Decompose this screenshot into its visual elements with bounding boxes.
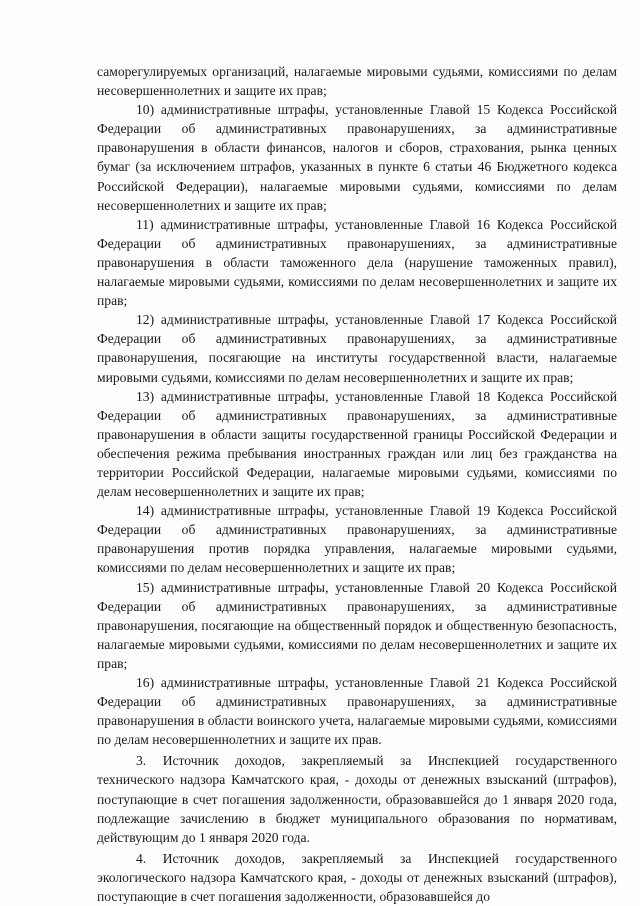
paragraph-section-3: 3. Источник доходов, закрепляемый за Инспекцией государственного технического надзора Камчатского края, - доходы от денежных взысканий (штрафов), поступающие в счет погашения задолженности, образовавшейся до 1 января 2020 года, подлежащие зачислению в бюджет муниципального образования по нормативам, действующим до 1 января 2020 года. — [97, 753, 617, 845]
paragraph-item-16: 16) административные штрафы, установленные Главой 21 Кодекса Российской Федерации об административных правонарушениях, за административные правонарушения в области воинского учета, налагаемые мировыми судьями, комиссиями по делам несовершеннолетних и защите их прав. — [97, 675, 617, 748]
paragraph-item-11: 11) административные штрафы, установленные Главой 16 Кодекса Российской Федерации об административных правонарушениях, за административные правонарушения в области таможенного дела (нарушение таможенных правил), налагаемые мировыми судьями, комиссиями по делам несовершеннолетних и защите их прав; — [97, 216, 617, 309]
paragraph-item-10: 10) административные штрафы, установленные Главой 15 Кодекса Российской Федерации об административных правонарушениях, за административные правонарушения в области финансов, налогов и сборов, страхования, рынка ценных бумаг (за исключением штрафов, указанных в пункте 6 статьи 46 Бюджетного кодекса Российской Федерации), налагаемые мировыми судьями, комиссиями по делам несовершеннолетних и защите их прав; — [97, 102, 617, 213]
document-body — [97, 62, 617, 906]
paragraph-item-13: 13) административные штрафы, установленные Главой 18 Кодекса Российской Федерации об административных правонарушениях, за административные правонарушения в области защиты государственной границы Российской Федерации и обеспечения режима пребывания иностранных граждан или лиц без гражданства на территории Российской Федерации, налагаемые мировыми судьями, комиссиями по делам несовершеннолетних и защите их прав; — [97, 388, 617, 500]
paragraph-continuation: саморегулируемых организаций, налагаемые мировыми судьями, комиссиями по делам несовершеннолетних и защите их прав; — [97, 64, 617, 99]
paragraph-item-12: 12) административные штрафы, установленные Главой 17 Кодекса Российской Федерации об административных правонарушениях, за административные правонарушения, посягающие на институты государственной власти, налагаемые мировыми судьями, комиссиями по делам несовершеннолетних и защите их прав; — [97, 312, 617, 385]
paragraph-item-15: 15) административные штрафы, установленные Главой 20 Кодекса Российской Федерации об административных правонарушениях, за административные правонарушения, посягающие на общественный порядок и общественную безопасность, налагаемые мировыми судьями, комиссиями по делам несовершеннолетних и защите их прав; — [97, 579, 617, 671]
paragraph-item-14: 14) административные штрафы, установленные Главой 19 Кодекса Российской Федерации об административных правонарушениях, за административные правонарушения против порядка управления, налагаемые мировыми судьями, комиссиями по делам несовершеннолетних и защите их прав; — [97, 503, 617, 576]
paragraph-section-4: 4. Источник доходов, закрепляемый за Инспекцией государственного экологического надзора Камчатского края, - доходы от денежных взысканий (штрафов), поступающие в счет погашения задолженности, образовавшейся до — [97, 850, 617, 905]
